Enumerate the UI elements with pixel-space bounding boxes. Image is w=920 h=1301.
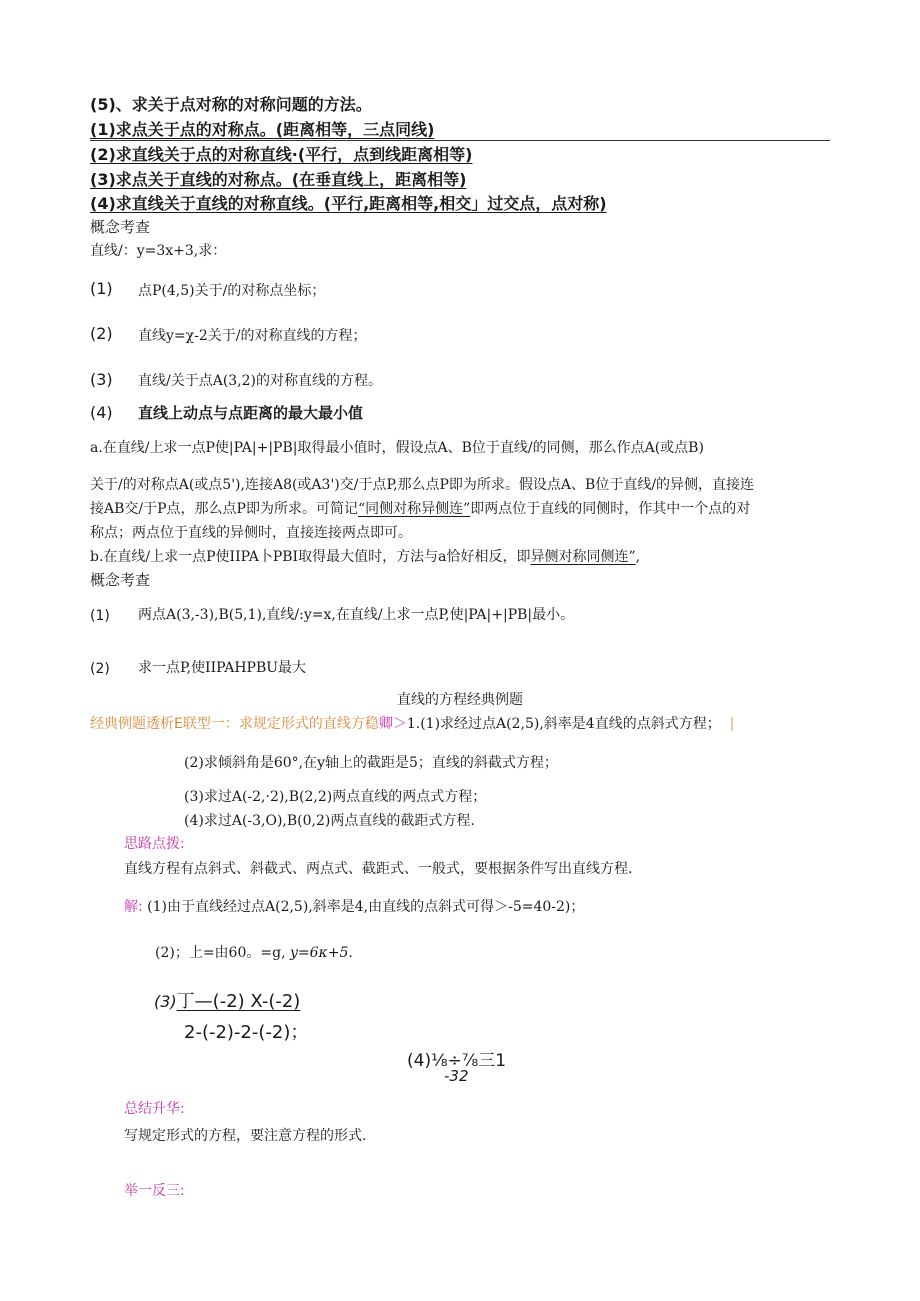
example-type-line — [90, 716, 734, 732]
solution-text: (2)；上=由60。=g, — [155, 945, 286, 961]
example-question-2: (2)求倾斜角是60°,在y轴上的截距是5；直线的斜截式方程； — [184, 755, 558, 771]
example-title: 直线的方程经典例题 — [397, 692, 523, 708]
solution-line-2 — [155, 945, 353, 961]
section5-title: (5)、求关于点对称的对称问题的方法。 — [90, 95, 372, 114]
question-text: 点P(4,5)关于/的对称点坐标； — [138, 283, 326, 299]
question-text: 直线y=χ-2关于/的对称直线的方程； — [138, 328, 367, 344]
solution-label: 解: — [124, 899, 143, 915]
hint-label: 思路点拨: — [124, 836, 185, 852]
method-text: b.在直线/上求一点P使IIPA卜PBI取得最大值时，方法与a恰好相反，即 — [90, 549, 531, 565]
solution-line-4-denominator: -32 — [444, 1067, 469, 1085]
example-question-1: 1.(1)求经过点A(2,5),斜率是4直线的点斜式方程； — [406, 716, 721, 732]
method-a-line: a.在直线/上求一点P使|PA|+|PB|取得最小值时，假设点A、B位于直线/的同侧，那么作点A(或点B) — [90, 440, 704, 456]
divider — [90, 140, 830, 141]
mnemonic-underlined: “同侧对称异侧连” — [357, 501, 471, 517]
solution-line-3 — [154, 992, 300, 1013]
question-number: (2) — [90, 661, 110, 677]
question-number: (1) — [90, 279, 113, 298]
method-text: , — [635, 549, 641, 565]
question-text: 两点A(3,-3),B(5,1),直线/:y=x,在直线/上求一点P,使|PA|+|PB|最小。 — [138, 607, 575, 623]
method-paragraph-line — [90, 501, 750, 517]
section5-item-1: (1)求点关于点的对称点。(距离相等，三点同线) — [90, 120, 435, 139]
summary-text: 写规定形式的方程，要注意方程的形式. — [124, 1128, 367, 1144]
solution-line-1 — [124, 899, 584, 915]
method-b-line — [90, 549, 640, 565]
concept-heading: 概念考查 — [90, 218, 151, 236]
question-number: (1) — [90, 608, 110, 624]
section5-item-2: (2)求直线关于点的对称直线·(平行，点到线距离相等) — [90, 145, 473, 164]
summary-label: 总结升华: — [124, 1101, 185, 1117]
formula-numerator: 丁—(-2) X-(-2) — [176, 991, 301, 1012]
cursor-bar: | — [720, 716, 735, 732]
section5-item-3: (3)求点关于直线的对称点。(在垂直线上，距离相等) — [90, 170, 467, 189]
question-text: 直线上动点与点距离的最大最小值 — [138, 404, 364, 422]
given-line: 直线/：y=3x+3,求： — [90, 243, 227, 259]
example-question-4: (4)求过A(-3,O),B(0,2)两点直线的截距式方程. — [184, 813, 475, 829]
question-text: 求一点P,使IIPAHPBU最大 — [138, 660, 307, 676]
mnemonic-underlined: 异侧对称同侧连” — [530, 549, 636, 565]
method-paragraph-line: 称点；两点位于直线的异侧时，直接连接两点即可。 — [90, 525, 412, 541]
hint-text: 直线方程有点斜式、斜截式、两点式、截距式、一般式，要根据条件写出直线方程. — [124, 861, 633, 877]
question-number: (4) — [90, 403, 113, 422]
question-number: (2) — [90, 324, 113, 343]
formula-denominator: 2-(-2)-2-(-2)； — [184, 1022, 309, 1043]
practice-label: 举一反三: — [124, 1183, 185, 1199]
section5-item-4: (4)求直线关于直线的对称直线。(平行,距离相等,相交」过交点，点对称) — [90, 194, 607, 213]
type-label-tail: 卿＞ — [378, 716, 407, 732]
method-text: 接AB交/于P点，那么点P即为所求。可简记 — [90, 501, 358, 517]
solution-line-4: (4)⅛÷⅞三1 — [407, 1051, 507, 1071]
type-label: 经典例题透析E联型一：求规定形式的直线方稳 — [90, 716, 379, 732]
concept-heading: 概念考查 — [90, 571, 151, 589]
solution-text: (1)由于直线经过点A(2,5),斜率是4,由直线的点斜式可得＞-5=40-2)； — [147, 899, 585, 915]
question-text: 直线/关于点A(3,2)的对称直线的方程。 — [138, 373, 383, 389]
question-number: (3) — [90, 370, 113, 389]
solution-formula: y=6κ+5. — [289, 945, 353, 961]
solution-label-3: (3) — [154, 992, 177, 1011]
method-paragraph-line: 关于/的对称点A(或点5'),连接A8(或A3')交/于点P,那么点P即为所求。假设点A、B位于直线/的异侧，直接连 — [90, 477, 755, 493]
example-question-3: (3)求过A(-2,·2),B(2,2)两点直线的两点式方程； — [184, 789, 487, 805]
method-text: 即两点位于直线的同侧时，作其中一个点的对 — [470, 501, 751, 517]
